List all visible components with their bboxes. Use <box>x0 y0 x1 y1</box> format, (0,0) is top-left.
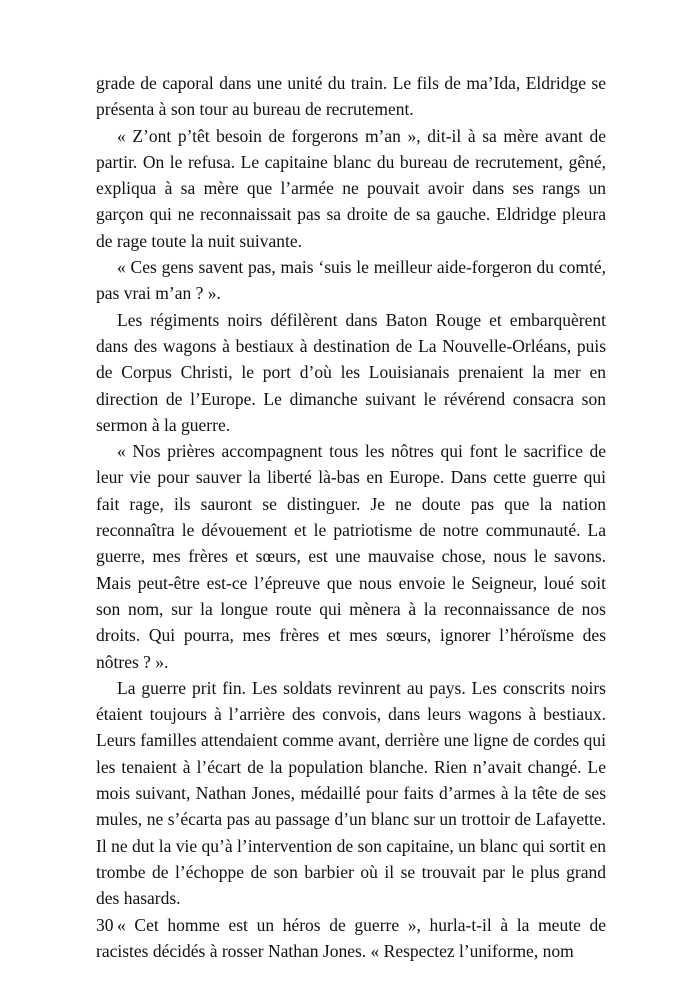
paragraph-sermon: « Nos prières accompagnent tous les nôtres qui font le sacrifice de leur vie pour sauver la liberté là-bas en Europe. Dans cette guerre qui fait rage, ils sauront se distinguer. Je ne doute pas que la nation reconnaîtra le dévouement et le patriotisme de notre communauté. La guerre, mes frères et sœurs, est une mauvaise chose, nous le savons. Mais peut-être est-ce l’épreuve que nous envoie le Seigneur, loué soit son nom, sur la longue route qui mènera à la reconnaissance de nos droits. Qui pourra, mes frères et mes sœurs, ignorer l’héroïsme des nôtres ? ». <box>96 441 606 672</box>
body-text <box>96 70 606 964</box>
paragraph: La guerre prit fin. Les soldats revinrent au pays. Les conscrits noirs étaient toujours à l’arrière des convois, dans leurs wagons à bestiaux. Leurs familles attendaient comme avant, derrière une ligne de cordes qui les tenaient à l’écart de la population blanche. Rien n’avait changé. Le mois suivant, Nathan Jones, médaillé pour faits d’armes à la tête de ses mules, ne s’écarta pas au passage d’un blanc sur un trottoir de Lafayette. Il ne dut la vie qu’à l’intervention de son capitaine, un blanc qui sortit en trombe de l’échoppe de son barbier où il se trouvait par le plus grand des hasards. <box>96 677 606 909</box>
paragraph-dialogue: « Cet homme est un héros de guerre », hurla-t-il à la meute de racistes décidés à rosser Nathan Jones. « Respectez l’uniforme, nom <box>96 914 606 961</box>
paragraph-continuation: grade de caporal dans une unité du train. Le fils de ma’Ida, Eldridge se présenta à son tour au bureau de recrutement. <box>96 73 606 120</box>
paragraph-dialogue: « Z’ont p’têt besoin de forgerons m’an », dit-il à sa mère avant de partir. On le refusa. Le capitaine blanc du bureau de recrutement, gêné, expliqua à sa mère que l’armée ne pouvait avoir dans ses rangs un garçon qui ne reconnaissait pas sa droite de sa gauche. Eldridge pleura de rage toute la nuit suivante. <box>96 125 606 251</box>
paragraph: Les régiments noirs défilèrent dans Baton Rouge et embarquèrent dans des wagons à bestiaux à destination de La Nouvelle-Orléans, puis de Corpus Christi, le port d’où les Louisianais prenaient la mer en direction de l’Europe. Le dimanche suivant le révérend consacra son sermon à la guerre. <box>96 309 606 435</box>
page-number: 30 <box>96 915 114 935</box>
paragraph-dialogue: « Ces gens savent pas, mais ‘suis le meilleur aide-forgeron du comté, pas vrai m’an ? ». <box>96 257 606 304</box>
